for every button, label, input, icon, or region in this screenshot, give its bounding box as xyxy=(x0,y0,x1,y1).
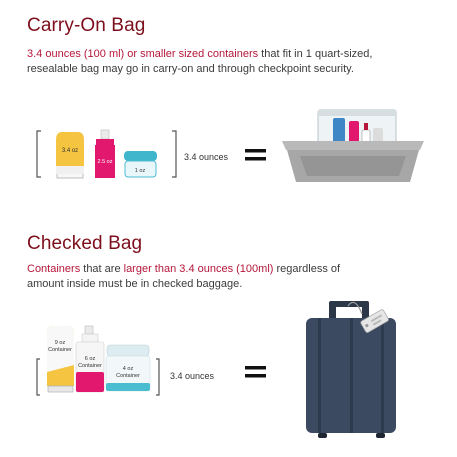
checked-desc-part3: larger than 3.4 ounces (100ml) xyxy=(123,263,274,275)
checked-container-label-3a: 4 oz xyxy=(122,366,134,372)
equals-icon xyxy=(245,149,266,161)
toothpaste-tube-icon xyxy=(56,132,84,178)
carry-on-container-label-3: 1 oz xyxy=(134,168,146,174)
jar-icon xyxy=(124,151,157,177)
checked-desc-part2: that are xyxy=(80,263,124,275)
carry-on-title: Carry-On Bag xyxy=(27,15,146,36)
carry-on-desc-rest1: that fit in 1 quart-sized, xyxy=(258,48,373,60)
checked-desc-line2: amount inside must be in checked baggage. xyxy=(27,278,243,290)
lotion-bottle-icon xyxy=(76,326,104,392)
toothpaste-tube-icon xyxy=(47,326,74,392)
checked-container-label-3b: Container xyxy=(116,373,140,379)
checked-container-label-1a: 9 oz xyxy=(54,340,66,346)
jar-icon xyxy=(106,345,150,391)
checked-bag-title: Checked Bag xyxy=(27,233,143,254)
carry-on-bin-icon xyxy=(282,110,424,182)
checked-container-label-1b: Container xyxy=(48,347,72,353)
equals-icon xyxy=(245,366,266,378)
checked-desc-part4: regardless of xyxy=(273,263,341,275)
carry-on-desc-rest2: resealable bag may go in carry-on and through checkpoint security. xyxy=(27,63,354,75)
checked-container-label-2b: Container xyxy=(78,363,102,369)
carry-on-container-label-2: 2.5 oz xyxy=(97,159,113,165)
carry-on-measure-label: 3.4 ounces xyxy=(184,152,229,162)
carry-on-container-label-1: 3.4 oz xyxy=(61,148,79,154)
checked-container-label-2a: 6 oz xyxy=(84,356,96,362)
checked-desc-part1: Containers xyxy=(27,263,81,275)
carry-on-highlight: 3.4 ounces (100 ml) or smaller sized containers xyxy=(27,48,259,60)
lotion-bottle-icon xyxy=(95,130,115,178)
checked-measure-label: 3.4 ounces xyxy=(170,371,215,381)
